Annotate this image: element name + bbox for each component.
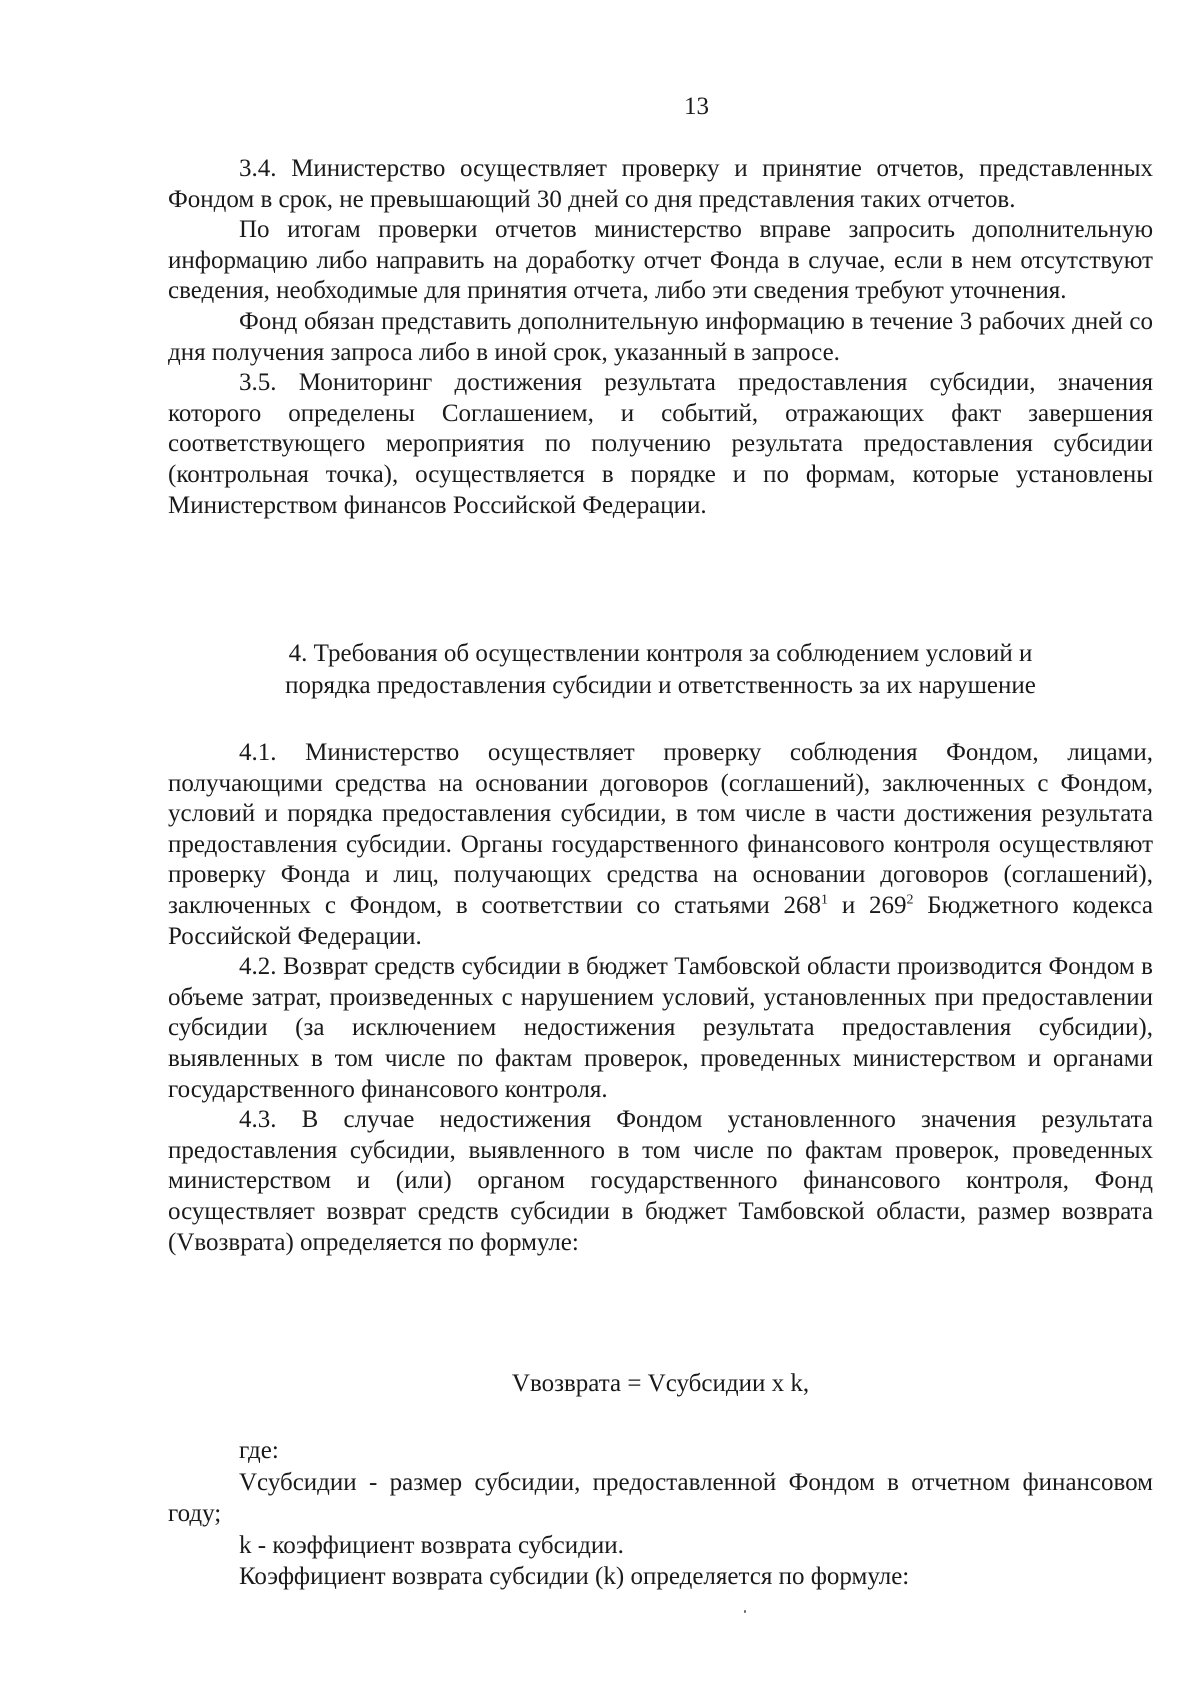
conjunction-and: и	[828, 891, 869, 919]
section-4-text	[168, 738, 1153, 1258]
scan-speck	[744, 1610, 746, 1613]
page-number: 13	[684, 93, 709, 120]
return-amount-formula: Vвозврата = Vсубсидии x k,	[511, 1370, 810, 1397]
article-268: 268	[783, 891, 822, 919]
paragraph-4-1	[168, 738, 1153, 952]
paragraph-4-1-end: Бюджетного кодекса Российской Федерации.	[168, 891, 1154, 950]
section-3-text	[168, 154, 1153, 521]
paragraph-4-2: 4.2. Возврат средств субсидии в бюджет Тамбовской области производится Фондом в объеме затрат, произведенных с нарушением условий, установленных при предоставлении субсидии (за исключением недостижения результата предоставления субсидии), выявленных в том числе по фактам проверок, проведенных министерством и органами государственного финансового контроля.	[168, 953, 1153, 1103]
k-formula-intro: Коэффициент возврата субсидии (k) определяется по формуле:	[239, 1563, 910, 1590]
article-268-superscript: 1	[821, 892, 829, 908]
where-label: где:	[239, 1437, 279, 1464]
paragraph-4-3: 4.3. В случае недостижения Фондом установленного значения результата предоставления субсидии, выявленного в том числе по фактам проверок, проведенных министерством и (или) органом государственного финансового контроля, Фонд осуществляет возврат средств субсидии в бюджет Тамбовской области, размер возврата (Vвозврата) определяется по формуле:	[168, 1106, 1153, 1256]
definition-vsubsidii: Vсубсидии - размер субсидии, предоставленной Фондом в отчетном финансовом году;	[168, 1468, 1153, 1527]
section-4-heading-line-1: 4. Требования об осуществлении контроля за соблюдением условий и	[288, 640, 1033, 667]
definition-k: k - коэффициент возврата субсидии.	[239, 1531, 624, 1559]
article-269-superscript: 2	[906, 892, 914, 908]
article-269: 269	[868, 891, 907, 919]
formula-definitions	[168, 1435, 1153, 1593]
paragraph-3-4-deadline: Фонд обязан представить дополнительную информацию в течение 3 рабочих дней со дня получения запроса либо в иной срок, указанный в запросе.	[168, 307, 1153, 366]
paragraph-3-5: 3.5. Мониторинг достижения результата предоставления субсидии, значения которого определены Соглашением, и событий, отражающих факт завершения соответствующего мероприятия по получению результата предоставления субсидии (контрольная точка), осуществляется в порядке и по формам, которые установлены Министерством финансов Российской Федерации.	[168, 369, 1153, 519]
section-4-heading	[168, 638, 1153, 702]
section-4-heading-line-2: порядка предоставления субсидии и ответственность за их нарушение	[285, 672, 1036, 699]
paragraph-4-1-text: 4.1. Министерство осуществляет проверку соблюдения Фондом, лицами, получающими средства на основании договоров (соглашений), заключенных с Фондом, условий и порядка предоставления субсидии, в том числе в части достижения результата предоставления субсидии. Органы государственного финансового контроля осуществляют проверку Фонда и лиц, получающих средства на основании договоров (соглашений), заключенных с Фондом, в соответствии со статьями	[168, 739, 1153, 919]
paragraph-3-4: 3.4. Министерство осуществляет проверку и принятие отчетов, представленных Фондом в срок, не превышающий 30 дней со дня представления таких отчетов.	[168, 155, 1153, 213]
paragraph-3-4-review: По итогам проверки отчетов министерство вправе запросить дополнительную информацию либо направить на доработку отчет Фонда в случае, если в нем отсутствуют сведения, необходимые для принятия отчета, либо эти сведения требуют уточнения.	[168, 216, 1153, 305]
